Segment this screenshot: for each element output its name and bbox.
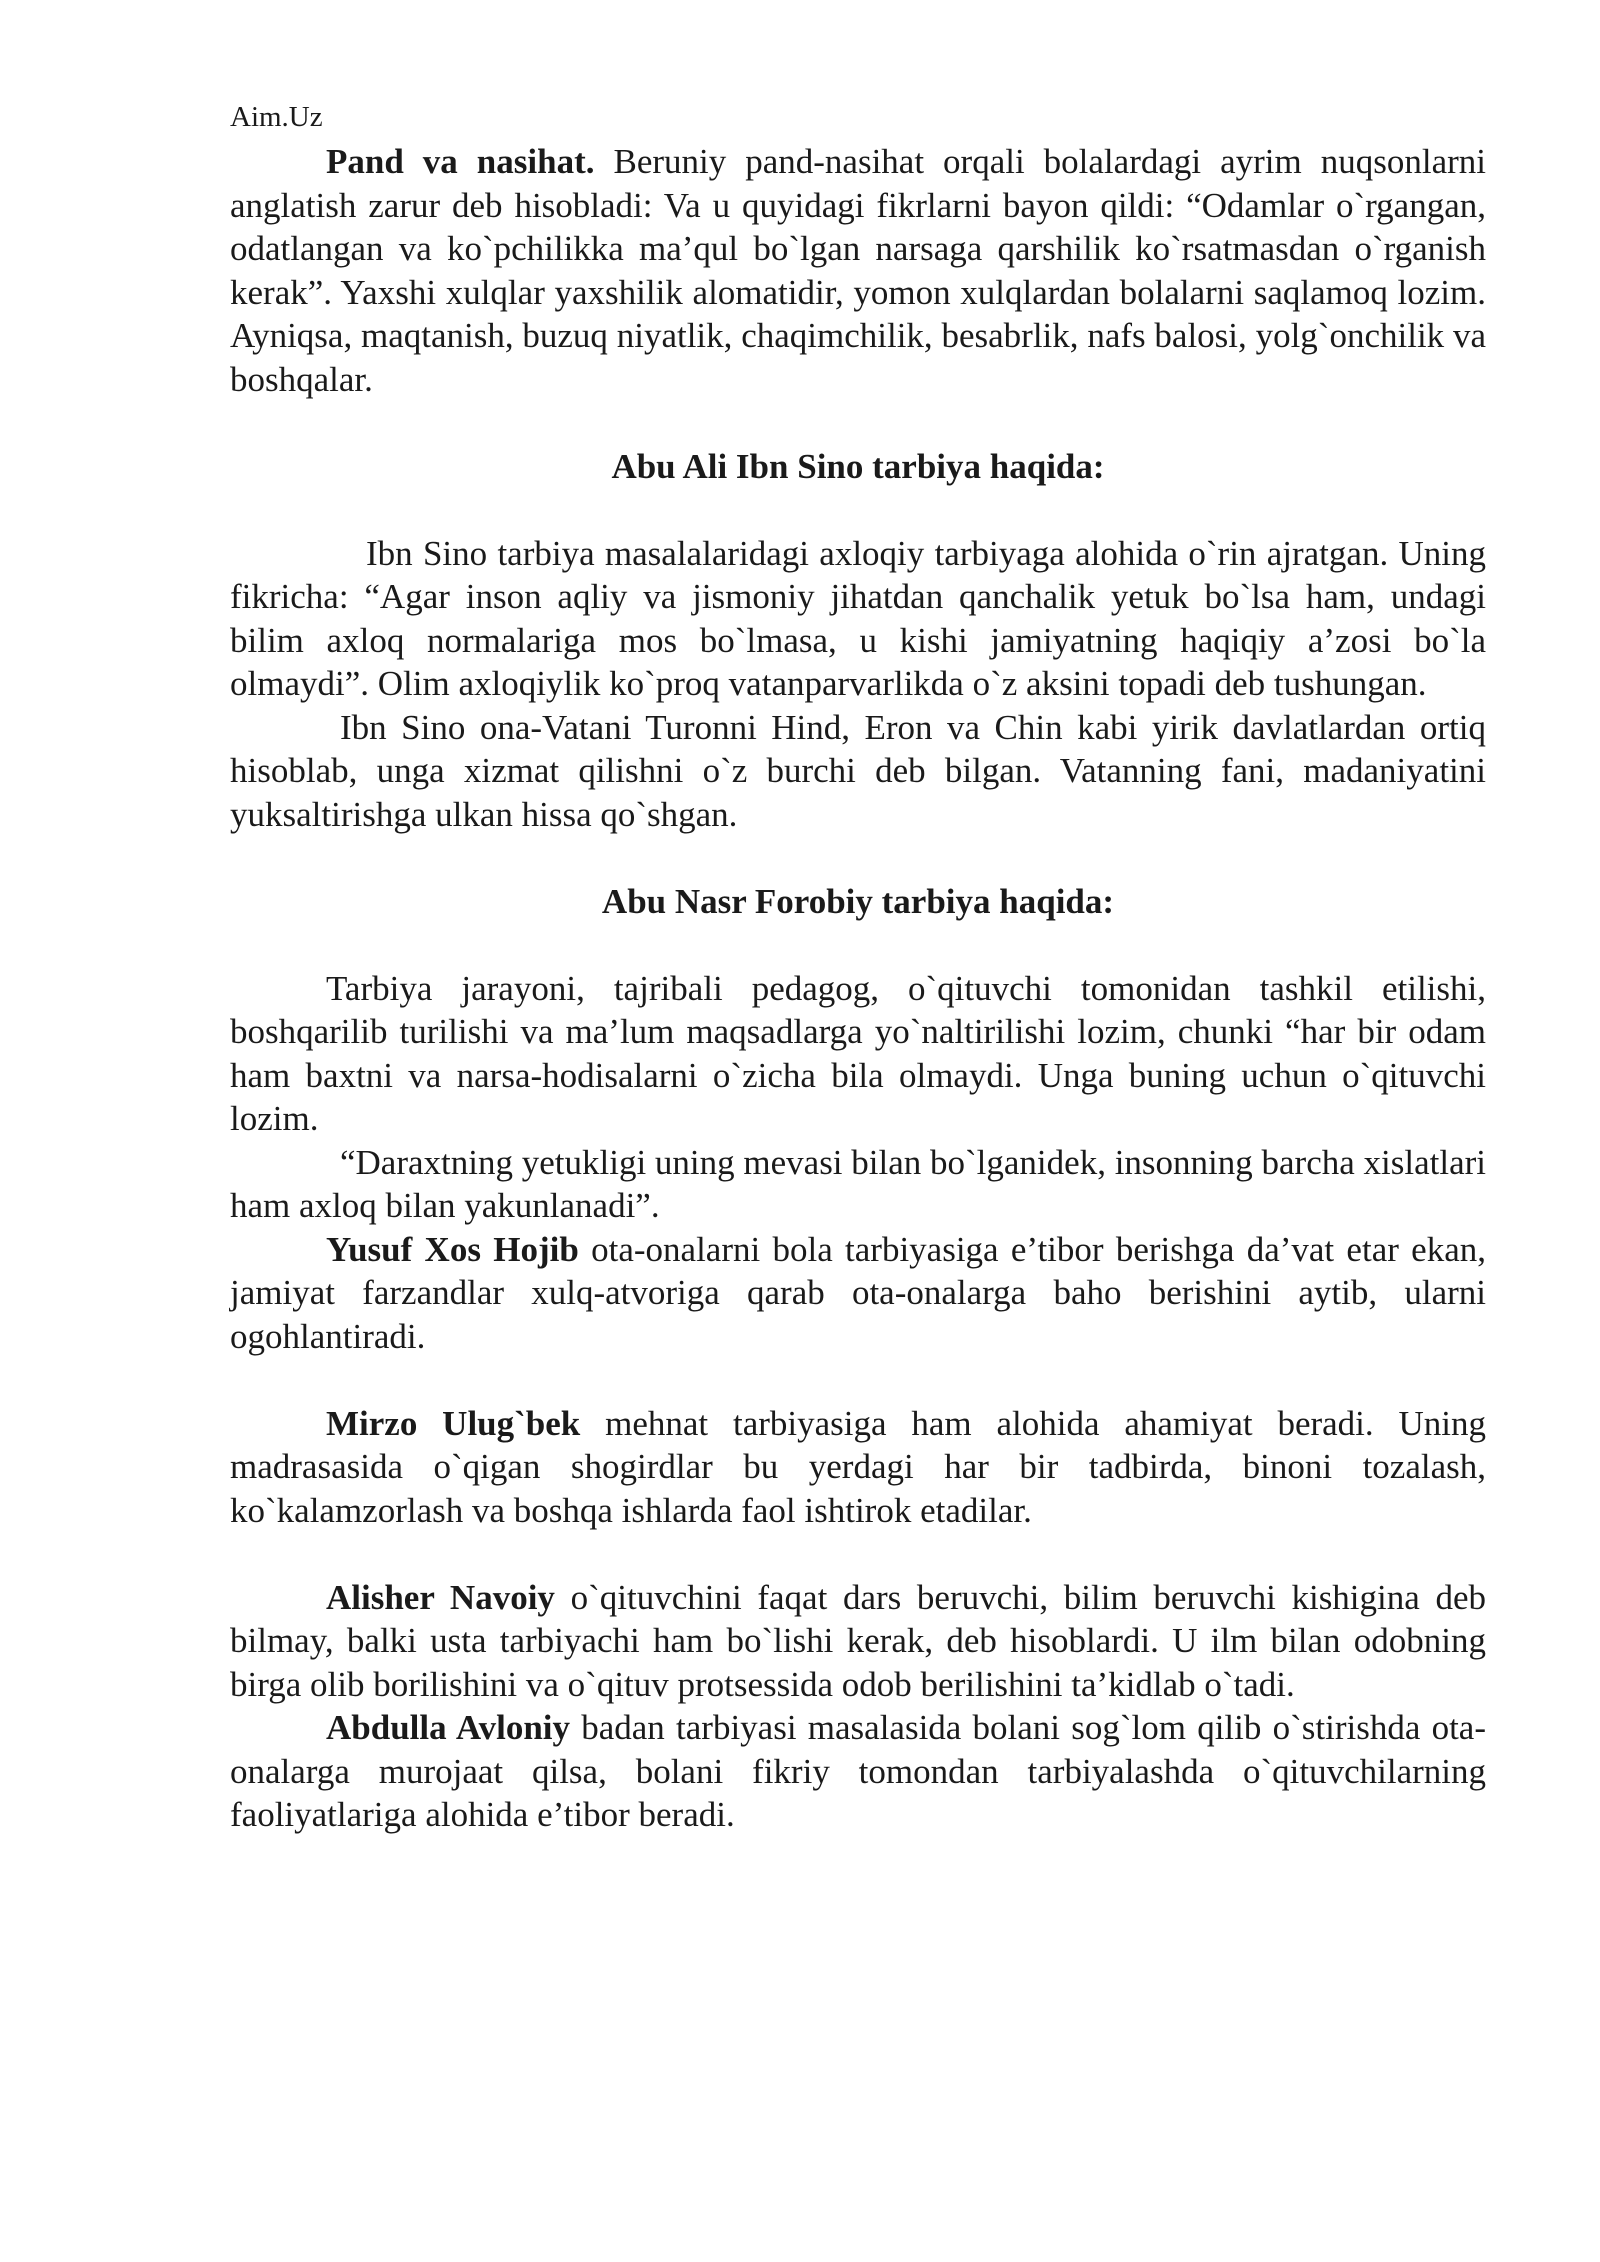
- paragraph-text: mehnat tarbiyasiga ham alohida ahamiyat beradi. Uning madrasasida o`qigan shogirdlar bu yerdagi har bir tadbirda, binoni tozalash, ko`kalamzorlash va boshqa ishlarda faol ishtirok etadilar.: [230, 1403, 1486, 1530]
- paragraph-bold-lead: Yusuf Xos Hojib: [326, 1229, 579, 1269]
- spacer: [230, 923, 1486, 967]
- site-watermark-header: Aim.Uz: [230, 101, 323, 133]
- paragraph-text: Beruniy pand-nasihat orqali bolalardagi ayrim nuqsonlarni anglatish zarur deb hisobladi: Va u quyidagi fikrlarni bayon qildi: “Odamlar o`rgangan, odatlangan va ko`pchilikka ma’qul bo`lgan narsaga qarshilik ko`rsatmasdan o`rganish kerak”. Yaxshi xulqlar yaxshilik alomatidir, yomon xulqlardan bolalarni saqlamoq lozim. Ayniqsa, maqtanish, buzuq niyatlik, chaqimchilik, besabrlik, nafs balosi, yolg`onchilik va boshqalar.: [230, 142, 1486, 399]
- paragraph-ibn-sino-1: Ibn Sino tarbiya masalalaridagi axloqiy tarbiyaga alohida o`rin ajratgan. Uning fikricha: “Agar inson aqliy va jismoniy jihatdan qanchalik yetuk bo`lsa ham, undagi bilim axloq normalariga mos bo`lmasa, u kishi jamiyatning haqiqiy a’zosi bo`la olmaydi”. Olim axloqiylik ko`proq vatanparvarlikda o`z aksini topadi deb tushungan.: [230, 533, 1486, 703]
- paragraph-bold-lead: Alisher Navoiy: [326, 1577, 555, 1617]
- paragraph-alisher-navoiy: [230, 1576, 1486, 1707]
- paragraph-bold-lead: Mirzo Ulug`bek: [326, 1403, 581, 1443]
- paragraph-mirzo-ulugbek: [230, 1402, 1486, 1533]
- paragraph-ibn-sino-2: Ibn Sino ona-Vatani Turonni Hind, Eron va Chin kabi yirik davlatlardan ortiq hisoblab, unga xizmat qilishni o`z burchi deb bilgan. Vatanning fani, madaniyatini yuksaltirishga ulkan hissa qo`shgan.: [230, 707, 1486, 834]
- paragraph-bold-lead: Pand va nasihat.: [326, 142, 595, 181]
- paragraph-forobiy-1: Tarbiya jarayoni, tajribali pedagog, o`qituvchi tomonidan tashkil etilishi, boshqarilib turilishi va ma’lum maqsadlarga yo`naltirilishi lozim, chunki “har bir odam ham baxtni va narsa-hodisalarni o`zicha bila olmaydi. Unga buning uchun o`qituvchi lozim.: [230, 968, 1486, 1138]
- paragraph-text: ota-onalarni bola tarbiyasiga e’tibor berishga da’vat etar ekan, jamiyat farzandlar xulq-atvoriga qarab ota-onalarga baho berishini aytib, ularni ogohlantiradi.: [230, 1229, 1486, 1356]
- paragraph-bold-lead: Abdulla Avloniy: [326, 1708, 571, 1747]
- paragraph-pand-va-nasihat: [230, 140, 1486, 401]
- spacer: [230, 488, 1486, 532]
- heading-forobiy: Abu Nasr Forobiy tarbiya haqida:: [601, 881, 1115, 921]
- paragraph-yusuf-xos-hojib: [230, 1228, 1486, 1359]
- document-page: [230, 96, 1486, 1837]
- spacer: [230, 401, 1486, 445]
- paragraph-text: badan tarbiyasi masalasida bolani sog`lom qilib o`stirishda ota-onalarga murojaat qilsa, bolani fikriy tomondan tarbiyalashda o`qituvchilarning faoliyatlariga alohida e’tibor beradi.: [230, 1708, 1486, 1834]
- paragraph-forobiy-2: “Daraxtning yetukligi uning mevasi bilan bo`lganidek, insonning barcha xislatlari ham axloq bilan yakunlanadi”.: [230, 1142, 1486, 1225]
- paragraph-abdulla-avloniy: [230, 1706, 1486, 1837]
- spacer: [230, 1532, 1486, 1576]
- spacer: [230, 836, 1486, 880]
- paragraph-text: o`qituvchini faqat dars beruvchi, bilim beruvchi kishigina deb bilmay, balki usta tarbiyachi ham bo`lishi kerak, deb hisoblardi. U ilm bilan odobning birga olib borilishini va o`qituv protsessida odob berilishini ta’kidlab o`tadi.: [230, 1577, 1486, 1704]
- heading-ibn-sino: Abu Ali Ibn Sino tarbiya haqida:: [611, 446, 1105, 486]
- spacer: [230, 1358, 1486, 1402]
